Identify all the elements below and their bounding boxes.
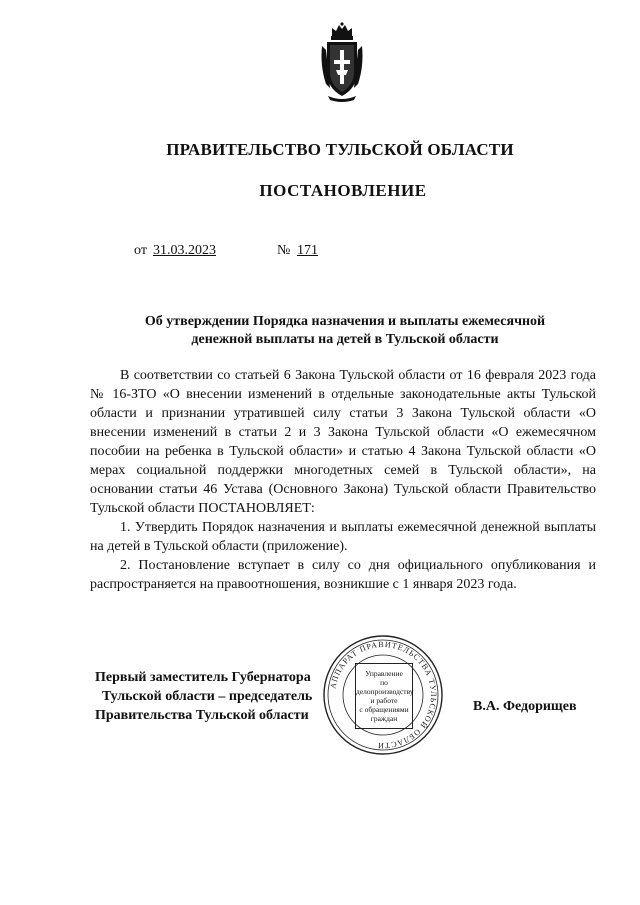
stamp-line-1: Управление [365, 669, 403, 678]
preamble-paragraph: В соответствии со статьей 6 Закона Тульской области от 16 февраля 2023 года № 16-ЗТО «О внесении изменений в отдельные законодательные акты Тульской области и признании утратившей силу статьи 3 Закона Тульской области «О внесении изменений в статьи 2 и 3 Закона Тульской области «О ежемесячном пособии на ребенка в Тульской области» и статью 4 Закона Тульской области «О мерах социальной поддержки многодетных семей в Тульской области», на основании статьи 46 Устава (Основного Закона) Тульской области Правительство Тульской области ПОСТАНОВЛЯЕТ: [90, 368, 596, 516]
document-date: 31.03.2023 [153, 243, 216, 258]
stamp-line-4: с обращениями [359, 705, 409, 714]
document-body [90, 366, 596, 594]
position-line-1: Первый заместитель Губернатора [95, 670, 311, 685]
document-type-title: ПОСТАНОВЛЕНИЕ [259, 181, 427, 200]
official-stamp [322, 634, 444, 756]
signatory-position [95, 668, 312, 725]
organization-title: ПРАВИТЕЛЬСТВО ТУЛЬСКОЙ ОБЛАСТИ [166, 140, 514, 159]
stamp-inner-text [355, 663, 413, 729]
document-number: 171 [297, 243, 318, 258]
date-label: от [134, 243, 147, 258]
resolution-item-2: 2. Постановление вступает в силу со дня официального опубликования и распространяется на правоотношения, возникшие с 1 января 2023 года. [90, 558, 596, 592]
subject-line-2: денежной выплаты на детей в Тульской области [191, 332, 499, 347]
position-line-2: Тульской области – председатель [102, 689, 313, 704]
stamp-line-5: граждан [370, 714, 398, 723]
stamp-line-3: и работе [370, 696, 398, 705]
stamp-line-2: по делопроизводству [356, 678, 414, 696]
signatory-name: В.А. Федорищев [473, 699, 577, 714]
stamp-ring-text: АППАРАТ ПРАВИТЕЛЬСТВА ТУЛЬСКОЙ ОБЛАСТИ [328, 639, 439, 751]
subject-line-1: Об утверждении Порядка назначения и выплаты ежемесячной [144, 314, 546, 329]
resolution-item-1: 1. Утвердить Порядок назначения и выплаты ежемесячной денежной выплаты на детей в Тульской области (приложение). [90, 520, 596, 554]
coat-of-arms-emblem [318, 22, 366, 102]
document-subject [100, 313, 590, 349]
number-label: № [277, 243, 291, 258]
position-line-3: Правительства Тульской области [95, 708, 309, 723]
